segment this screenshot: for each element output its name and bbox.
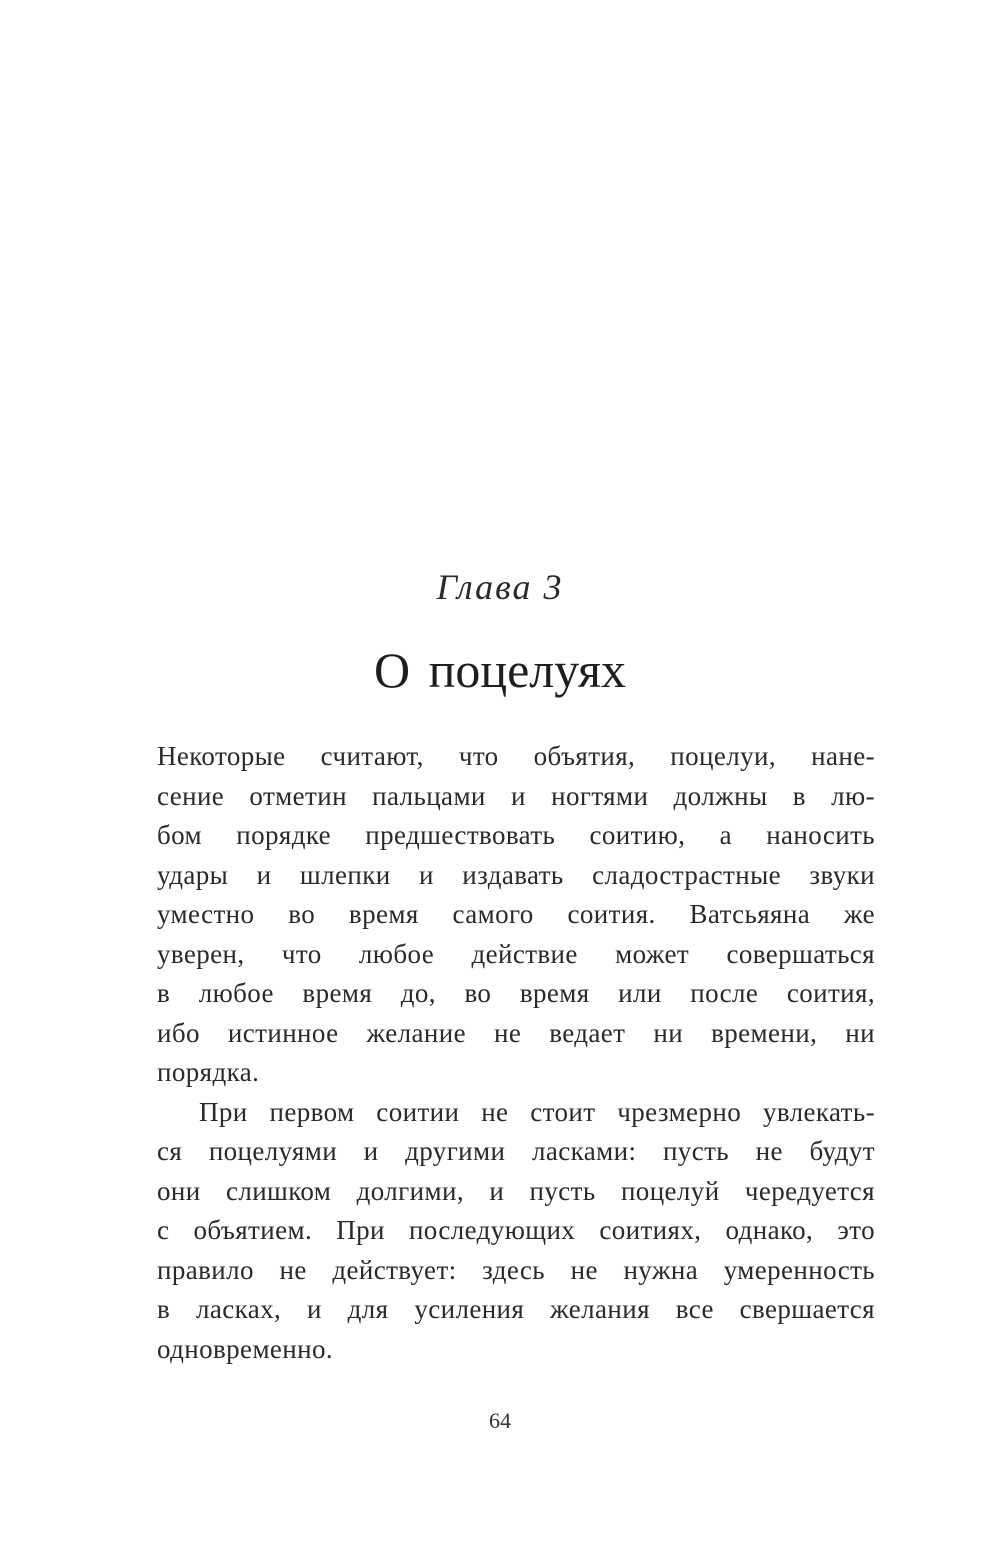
paragraph-2 <box>157 1093 875 1370</box>
text-line: правило не действует: здесь не нужна умеренность <box>157 1254 875 1285</box>
text-line: уверен, что любое действие может совершаться <box>157 938 875 969</box>
text-line: ибо истинное желание не ведает ни времени, ни <box>157 1017 875 1048</box>
text-line: с объятием. При последующих соитиях, однако, это <box>157 1215 875 1245</box>
text-line: одновременно. <box>157 1333 334 1364</box>
chapter-label: Глава 3 <box>436 567 564 607</box>
text-line: бом порядке предшествовать соитию, а наносить <box>157 820 875 850</box>
page-number: 64 <box>489 1408 511 1433</box>
paragraph-1 <box>157 737 875 1093</box>
text-line: в ласках, и для усиления желания все свершается <box>157 1294 875 1324</box>
text-line: в любое время до, во время или после соития, <box>157 978 875 1008</box>
text-line: При первом соитии не стоит чрезмерно увлекать- <box>199 1096 875 1127</box>
text-line: порядка. <box>157 1057 260 1087</box>
text-line: уместно во время самого соития. Ватсьяяна же <box>157 899 875 929</box>
text-line: сение отметин пальцами и ногтями должны в лю- <box>157 780 875 811</box>
body-text <box>157 737 875 1369</box>
text-line: удары и шлепки и издавать сладострастные звуки <box>157 859 875 890</box>
chapter-title: О поцелуях <box>373 642 627 698</box>
text-line: они слишком долгими, и пусть поцелуй чередуется <box>157 1175 875 1206</box>
text-line: Некоторые считают, что объятия, поцелуи, нане- <box>157 741 875 771</box>
text-line: ся поцелуями и другими ласками: пусть не будут <box>157 1136 875 1166</box>
